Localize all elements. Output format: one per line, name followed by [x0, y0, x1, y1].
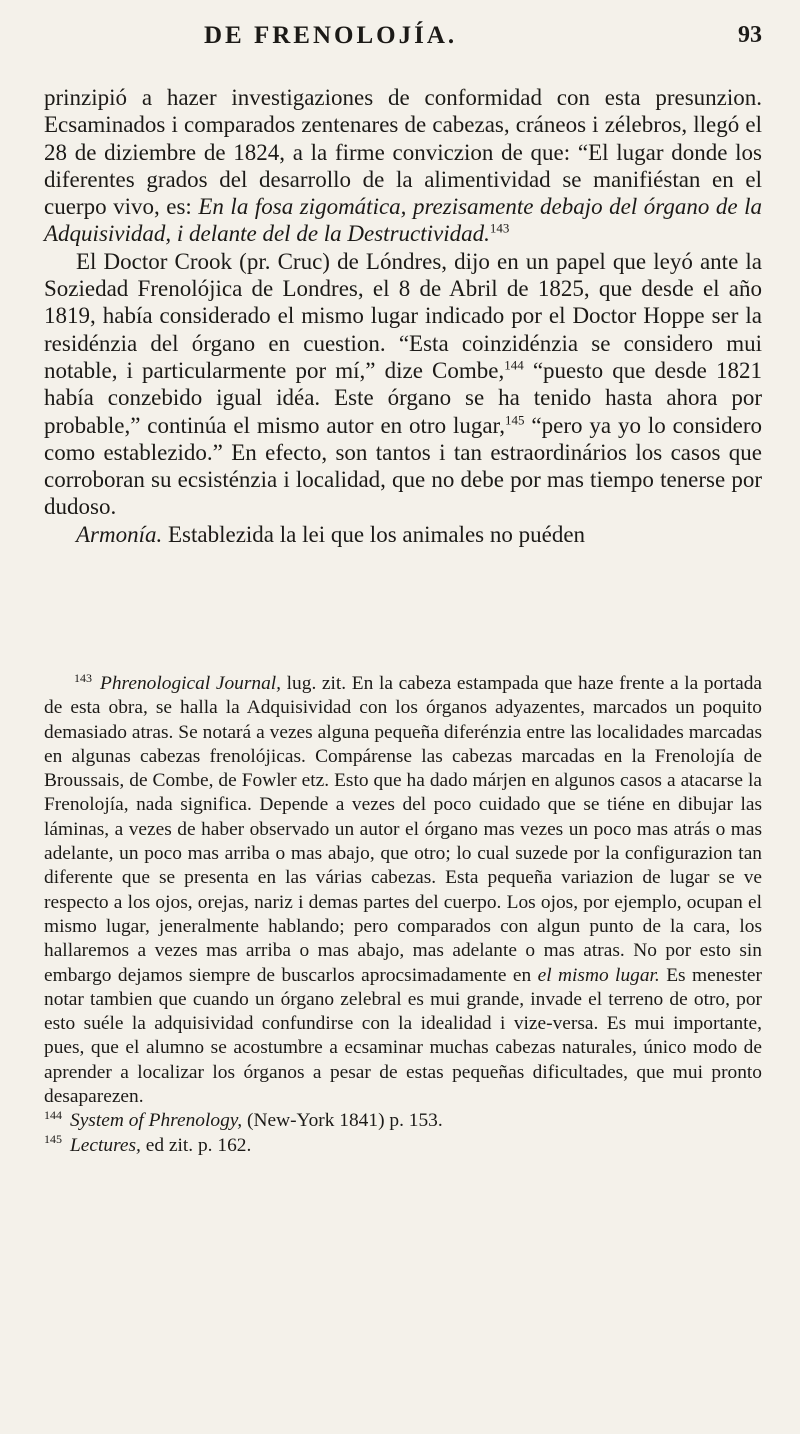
footnote-marker: 143 — [74, 670, 92, 685]
footnote-marker: 144 — [44, 1107, 62, 1122]
page-header — [44, 0, 762, 72]
footnote-145: $^{145}$ Lectures, ed zit. p. 162. — [44, 1132, 252, 1156]
section-heading-armonia: Armonía. — [76, 521, 163, 547]
footnote-ref-143: 143 — [489, 220, 510, 236]
footnotes — [44, 672, 762, 1158]
paragraph-1: prinzipió a hazer investigaziones de conformidad con esta presunzion. Ecsaminados i comparados zentenares de cabezas, cráneos i zélebros, llegó el 28 de diziembre de 1824, a la firme conviczion de que: “El lugar donde los diferentes grados del desarrollo de la alimentividad se manifiéstan en el cuerpo vivo, es: En la fosa zigomática, prezisamente debajo del órgano de la Adquisividad, i delante del de la Destructividad.$^{143}$ — [44, 85, 762, 247]
running-head: DE FRENOLOJÍA. — [204, 22, 458, 49]
footnote-143: $^{143}$ Phrenological Journal, lug. zit. En la cabeza estampada que haze frente a la portada de esta obra, se halla la Adquisividad con los órganos adyazentes, marcados un poquito demasiado atras. Se notará a vezes alguna pequeña diferénzia entre las localidades marcadas en algunas cabezas frenolójicas. Compárense las cabezas marcadas en la Frenolojía de Broussais, de Combe, de Fowler etz. Esto que ha dado márjen en algunos casos a atacarse la Frenolojía, nada significa. Depende a vezes del poco cuidado que se tiéne en dibujar las láminas, a vezes de haber observado un autor el órgano mas vezes un poco mas atrás o mas adelante, un poco mas arriba o mas abajo, que otro; lo cual suzede por la configurazion tan diferente que se presenta en las várias cabezas. Esta pequeña variazion de lugar se ve respecto a los ojos, orejas, nariz i demas partes del cuerpo. Los ojos, por ejemplo, ocupan el mismo lugar, jeneralmente hablando; pero comparados con algun punto de la cara, los hallaremos a vezes mas arriba o mas abajo, mas adelante o mas atras. No por esto sin embargo dejamos siempre de buscarlos aprocsimadamente en el mismo lugar. Es menester notar tambien que cuando un órgano zelebral es mui grande, invade el terreno de otro, por esto suéle la adquisividad confundirse con la idealidad i vize-versa. Es mui importante, pues, que el alumno se acostumbre a ecsaminar muchas cabezas naturales, único modo de aprender a localizar los órganos a pesar de estas pequeñas dificultades, que mui pronto desaparezen. — [44, 670, 763, 1108]
paragraph-3: Armonía. Establezida la lei que los animales no puéden — [76, 521, 586, 547]
book-page — [44, 0, 763, 1156]
footnote-marker: 145 — [44, 1132, 62, 1147]
footnote-ref-144: 144 — [504, 357, 524, 373]
paragraph-2: El Doctor Crook (pr. Cruc) de Lóndres, dijo en un papel que leyó ante la Soziedad Frenolójica de Londres, el 8 de Abril de 1825, que desde el año 1819, había considerado el mismo lugar indicado por el Doctor Hoppe ser la residénzia del órgano en cuestion. “Esta coinzidénzia se considero mui notable, i particularmente por mí,” dize Combe,$^{144}$ “puesto que desde 1821 había conzebido igual idéa. Este órgano se ha tenido hasta ahora por probable,” continúa el mismo autor en otro lugar,$^{145}$ “pero ya yo lo considero como establezido.” En efecto, son tantos i tan estraordinários los casos que corroboran su ecsisténzia i localidad, que no debe por mas tiempo tenerse por dudoso. — [44, 248, 762, 520]
footnote-ref-145: 145 — [505, 411, 525, 427]
main-text — [44, 84, 762, 548]
footnote-144: $^{144}$ System of Phrenology, (New-York 1841) p. 153. — [44, 1107, 443, 1132]
emphasis-location: En la fosa zigomática, prezisamente debajo del órgano de la Adquisividad, i delante del de la Destructividad. — [44, 194, 762, 247]
page-number: 93 — [738, 22, 762, 48]
